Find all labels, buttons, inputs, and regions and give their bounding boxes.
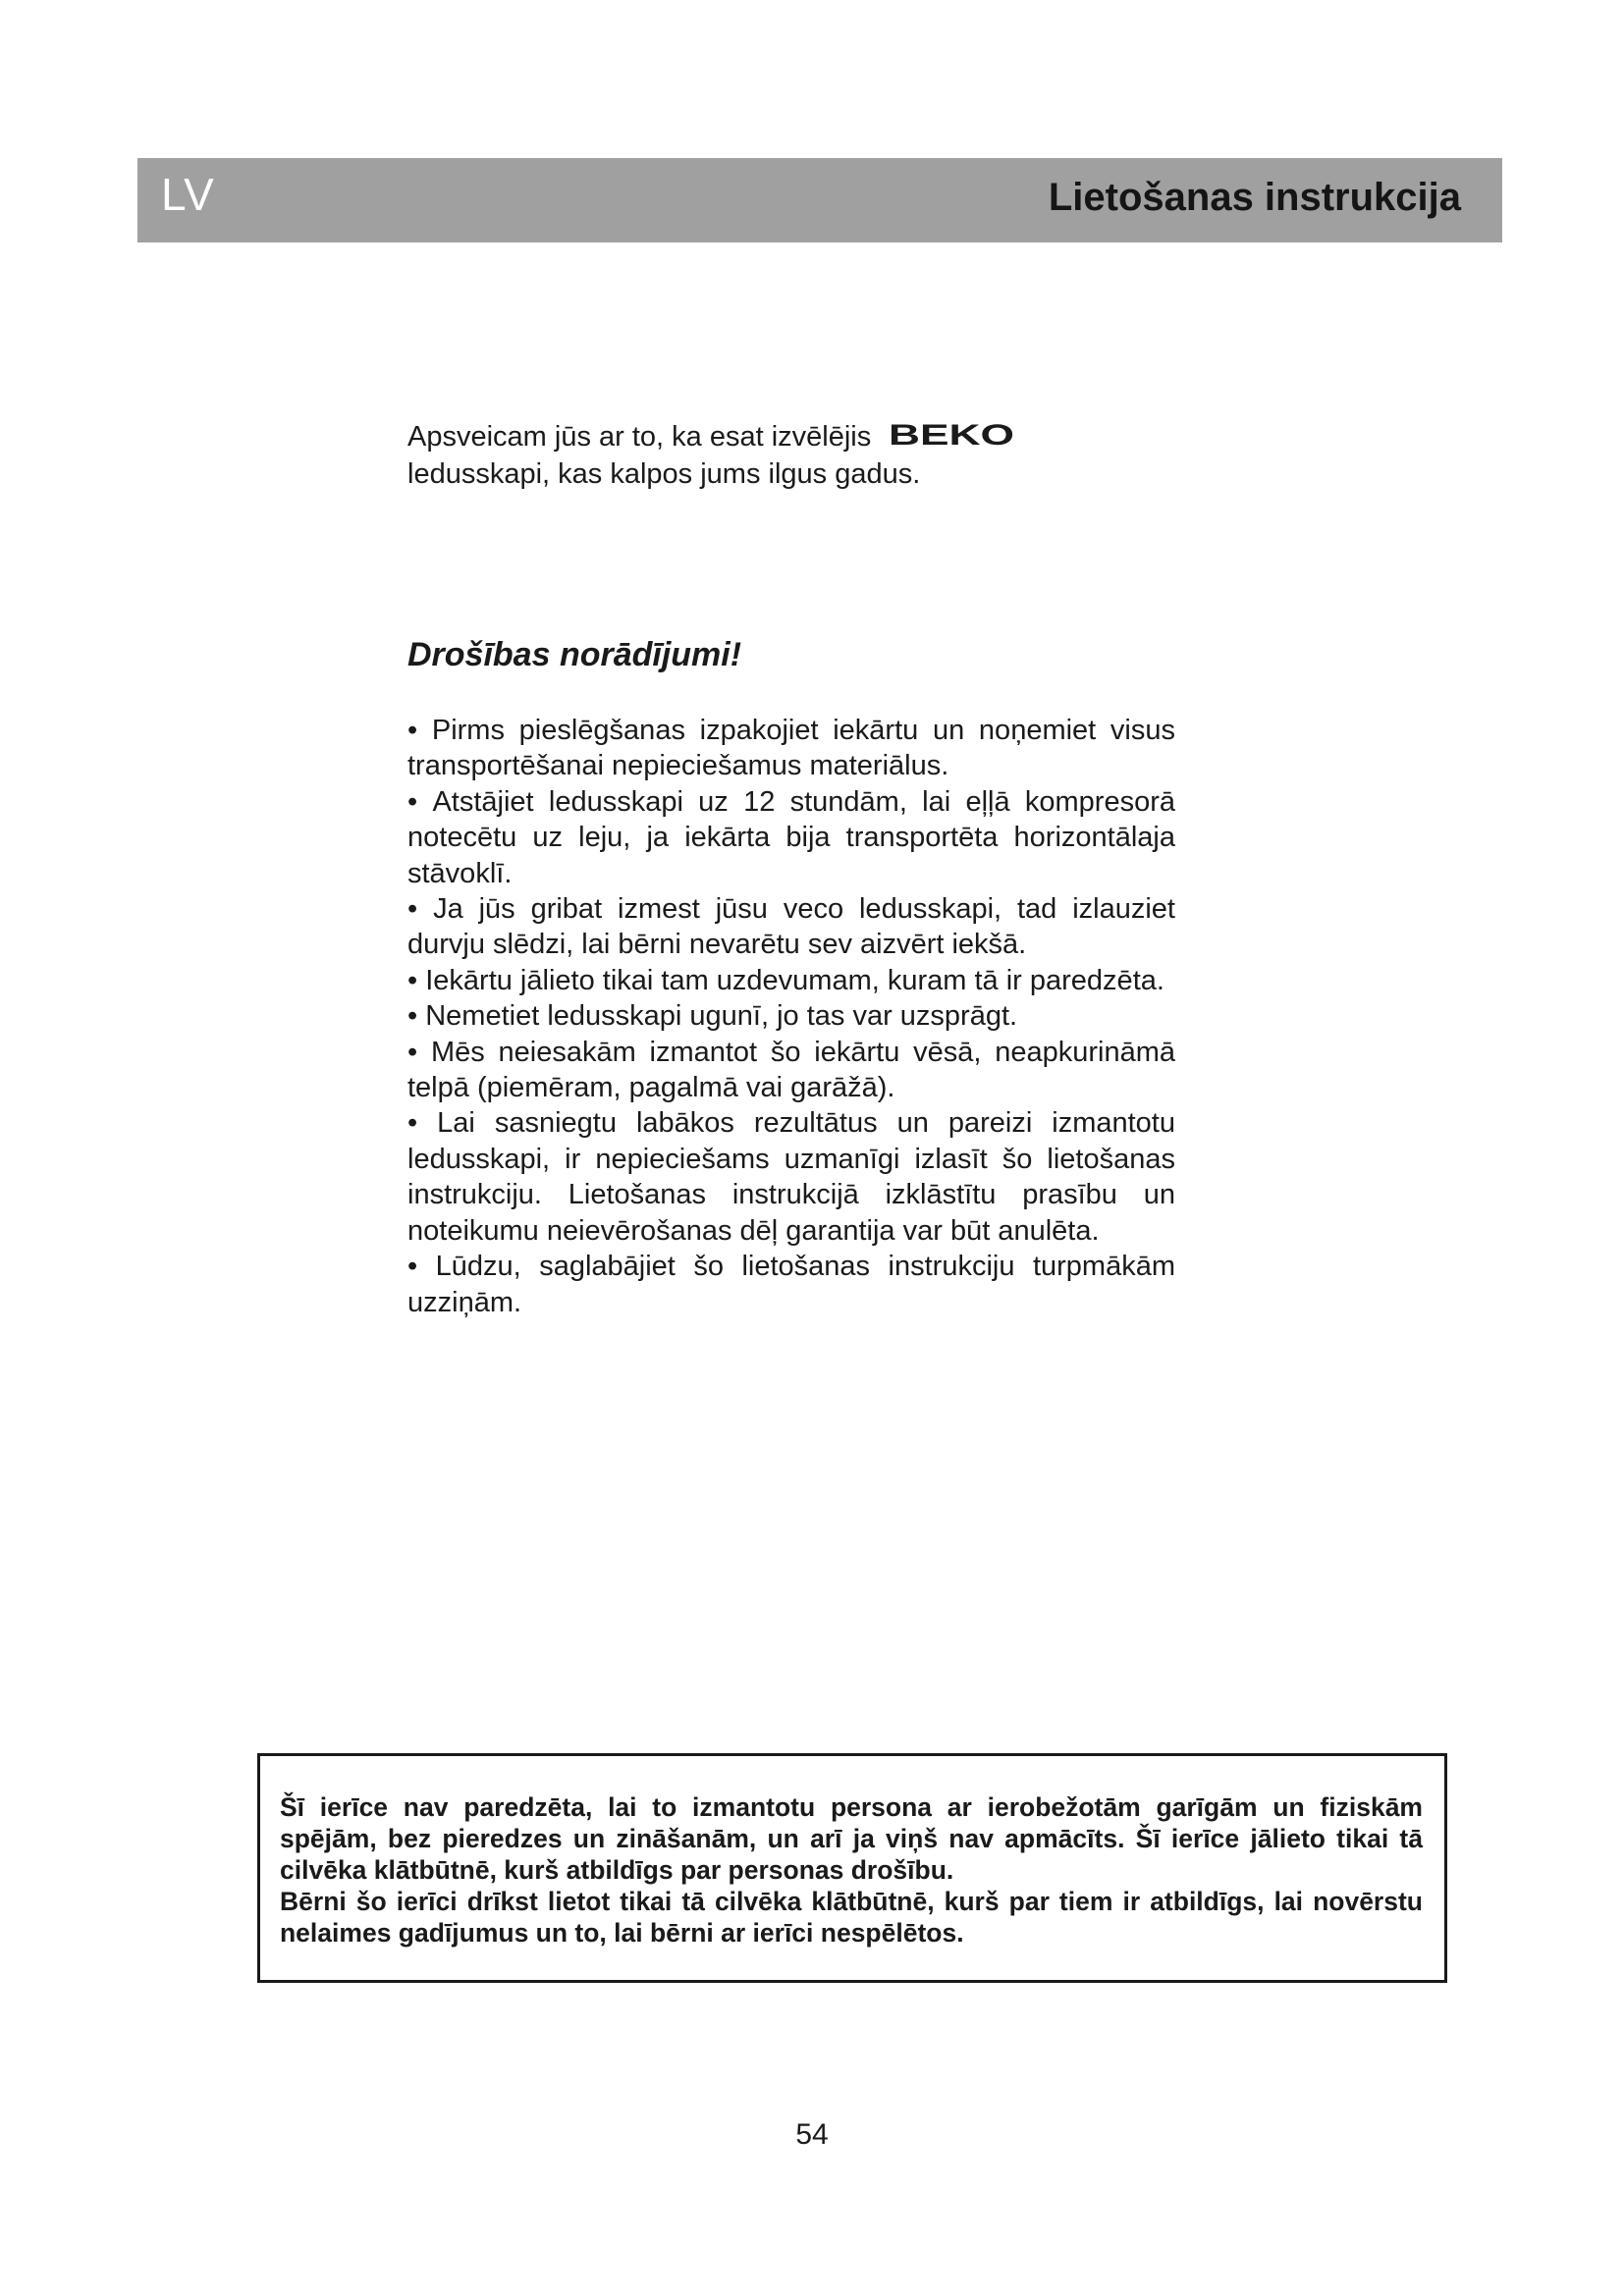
svg-text:BEKO: BEKO [889, 421, 1015, 450]
warning-notice-box [257, 1753, 1447, 1983]
safety-item: • Mēs neiesakām izmantot šo iekārtu vēsā, neapkurināmā telpā (piemēram, pagalmā vai garāžā). [407, 1035, 1175, 1106]
document-title: Lietošanas instrukcija [1048, 176, 1461, 219]
safety-item: • Lūdzu, saglabājiet šo lietošanas instrukciju turpmākām uzziņām. [407, 1249, 1175, 1320]
safety-list [407, 713, 1175, 1320]
safety-section-title: Drošības norādījumi! [407, 636, 742, 673]
notice-paragraph-1: Šī ierīce nav paredzēta, lai to izmantotu persona ar ierobežotām garīgām un fiziskām spējām, bez pieredzes un zināšanām, un arī ja viņš nav apmācīts. Šī ierīce jālieto tikai tā cilvēka klātbūtnē, kurš atbildīgs par personas drošību. [280, 1792, 1423, 1885]
safety-item: • Atstājiet ledusskapi uz 12 stundām, lai eļļā kompresorā notecētu uz leju, ja iekārta bija transportēta horizontālaja stāvoklī. [407, 784, 1175, 891]
intro-line-1: Apsveicam jūs ar to, ka esat izvēlējis [407, 421, 872, 453]
safety-item: • Lai sasniegtu labākos rezultātus un pareizi izmantotu ledusskapi, ir nepieciešams uzmanīgi izlasīt šo lietošanas instrukciju. Lietošanas instrukcijā izklāstītu prasību un noteikumu neievērošanas dēļ garantija var būt anulēta. [407, 1105, 1175, 1249]
safety-item: • Ja jūs gribat izmest jūsu veco ledusskapi, tad izlauziet durvju slēdzi, lai bērni nevarētu sev aizvērt iekšā. [407, 891, 1175, 963]
header-bar [137, 158, 1502, 242]
beko-logo [889, 421, 1016, 449]
intro-line-2: ledusskapi, kas kalpos jums ilgus gadus. [407, 458, 921, 490]
page-number: 54 [795, 2118, 829, 2151]
language-code: LV [161, 169, 215, 220]
intro-paragraph [407, 418, 1183, 493]
safety-item: • Nemetiet ledusskapi ugunī, jo tas var uzsprāgt. [407, 998, 1175, 1034]
safety-item: • Iekārtu jālieto tikai tam uzdevumam, kuram tā ir paredzēta. [407, 963, 1175, 998]
notice-paragraph-2: Bērni šo ierīci drīkst lietot tikai tā cilvēka klātbūtnē, kurš par tiem ir atbildīgs, lai novērstu nelaimes gadījumus un to, lai bērni ar ierīci nespēlētos. [280, 1887, 1423, 1948]
safety-item: • Pirms pieslēgšanas izpakojiet iekārtu un noņemiet visus transportēšanai nepieciešamus materiālus. [407, 713, 1175, 784]
